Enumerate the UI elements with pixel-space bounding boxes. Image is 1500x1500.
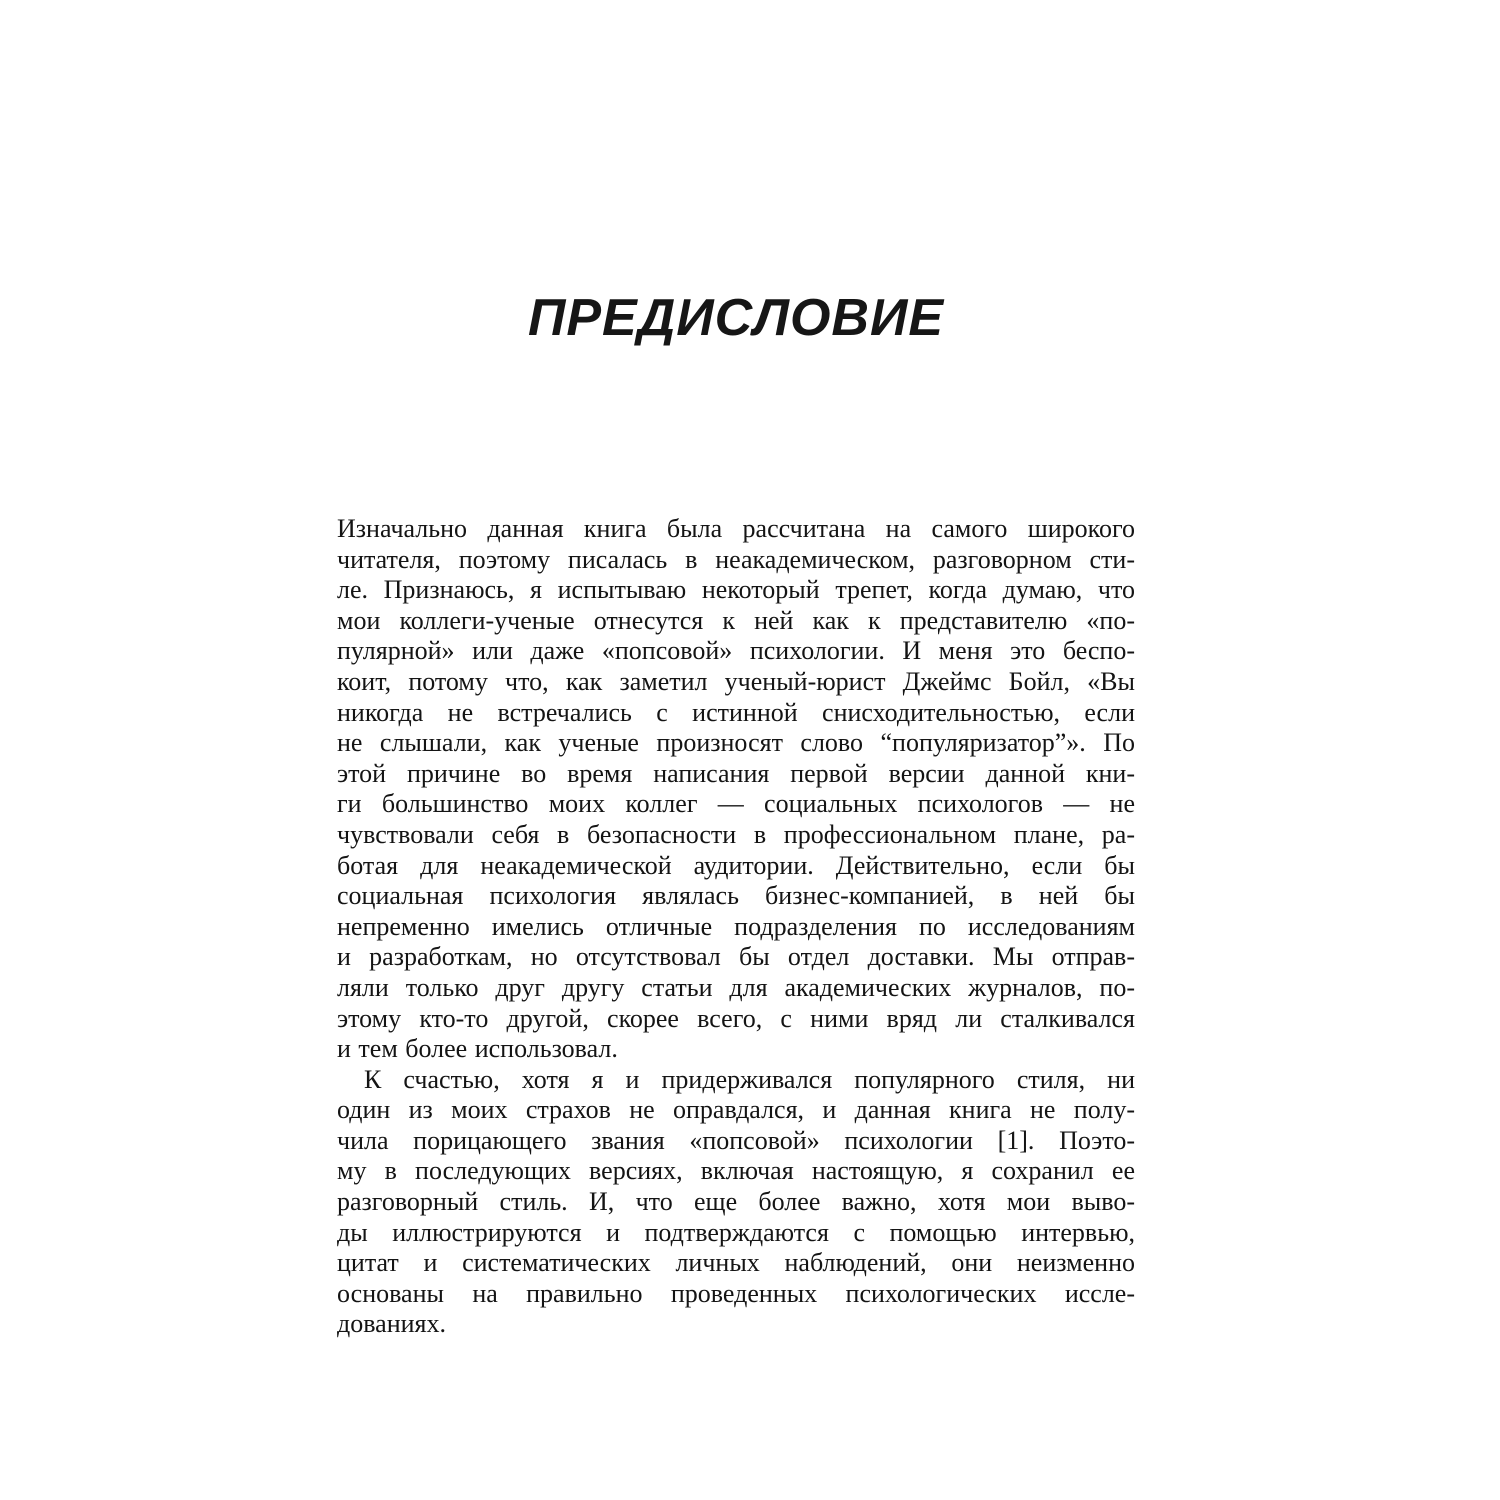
text-line: ды иллюстрируются и подтверждаются с помощью интервью,: [337, 1217, 1135, 1247]
text-line: ляли только друг другу статьи для академических журналов, по-: [337, 972, 1135, 1002]
text-line: этой причине во время написания первой версии данной кни-: [337, 758, 1135, 788]
text-line: непременно имелись отличные подразделения по исследованиям: [337, 911, 1135, 941]
text-line: пулярной» или даже «попсовой» психологии. И меня это беспо-: [337, 636, 1135, 666]
text-line: му в последующих версиях, включая настоящую, я сохранил ее: [337, 1156, 1135, 1186]
text-line: цитат и систематических личных наблюдений, они неизменно: [337, 1248, 1135, 1278]
text-line: разговорный стиль. И, что еще более важно, хотя мои выво-: [337, 1187, 1135, 1217]
chapter-title: ПРЕДИСЛОВИЕ: [527, 289, 945, 347]
text-line: ги большинство моих коллег — социальных психологов — не: [337, 789, 1135, 819]
text-line: никогда не встречались с истинной снисходительностью, если: [337, 697, 1135, 727]
text-line: не слышали, как ученые произносят слово “популяризатор”». По: [337, 728, 1135, 758]
text-line: чила порицающего звания «попсовой» психологии [1]. Поэто-: [337, 1125, 1135, 1155]
text-line: дованиях.: [337, 1309, 446, 1339]
text-line: читателя, поэтому писалась в неакадемическом, разговорном сти-: [337, 544, 1135, 574]
text-line: коит, потому что, как заметил ученый-юрист Джеймс Бойл, «Вы: [337, 666, 1135, 696]
text-line: мои коллеги-ученые отнесутся к ней как к представителю «по-: [337, 605, 1135, 635]
body-text: [337, 514, 1135, 1340]
text-line: чувствовали себя в безопасности в профессиональном плане, ра-: [337, 819, 1135, 849]
text-line: К счастью, хотя я и придерживался популярного стиля, ни: [364, 1064, 1135, 1094]
text-line: ботая для неакадемической аудитории. Действительно, если бы: [337, 850, 1135, 880]
text-line: и разработкам, но отсутствовал бы отдел доставки. Мы отправ-: [337, 942, 1135, 972]
text-line: Изначально данная книга была рассчитана на самого широкого: [337, 514, 1135, 543]
text-line: социальная психология являлась бизнес-компанией, в ней бы: [337, 881, 1135, 911]
text-line: и тем более использовал.: [337, 1034, 618, 1064]
text-line: ле. Признаюсь, я испытываю некоторый трепет, когда думаю, что: [337, 575, 1135, 605]
text-line: один из моих страхов не оправдался, и данная книга не полу-: [337, 1095, 1135, 1125]
text-line: основаны на правильно проведенных психологических иссле-: [337, 1278, 1135, 1308]
text-line: этому кто-то другой, скорее всего, с ними вряд ли сталкивался: [337, 1003, 1135, 1033]
